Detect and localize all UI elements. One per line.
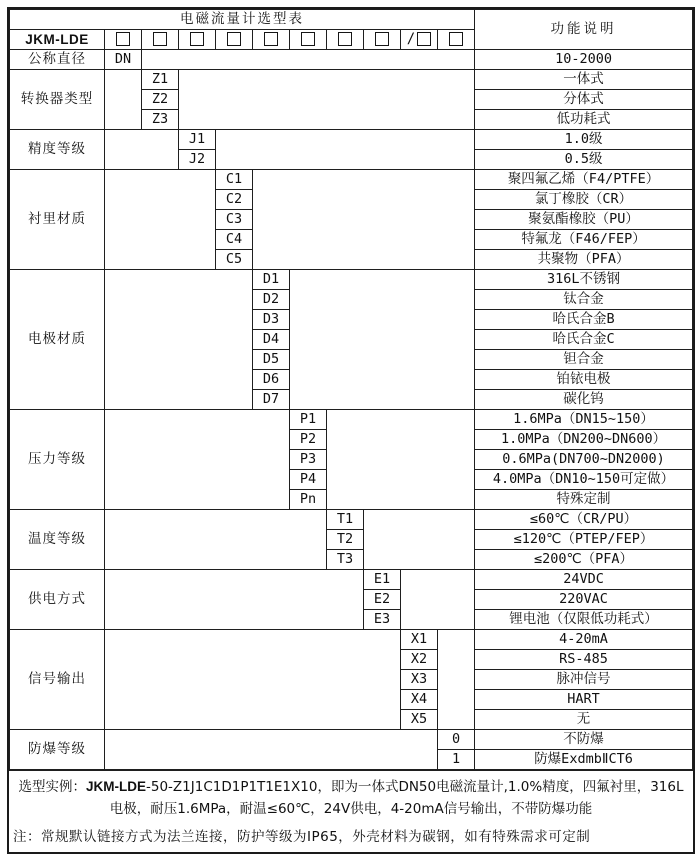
spacer-cell — [105, 170, 216, 270]
checkbox-icon — [116, 32, 130, 46]
option-desc: 316L不锈钢 — [475, 270, 693, 290]
example-text: -50-Z1J1C1D1P1T1E1X10，即为一体式DN50电磁流量计,1.0%精度，四氟衬里，316L电极，耐压1.6MPa，耐温≤60℃，24V供电，4-20mA信号输出，不带防爆功能 — [109, 779, 684, 817]
spacer-cell — [327, 410, 475, 510]
option-code: Z3 — [142, 110, 179, 130]
option-desc: 钽合金 — [475, 350, 693, 370]
checkbox-icon — [301, 32, 315, 46]
option-desc: 碳化钨 — [475, 390, 693, 410]
section-label-converter: 转换器类型 — [10, 70, 105, 130]
option-code: X3 — [401, 670, 438, 690]
option-code: DN — [105, 50, 142, 70]
spacer-cell — [179, 70, 475, 130]
digit-cell-6 — [290, 30, 327, 50]
option-code: P4 — [290, 470, 327, 490]
option-desc: 聚四氟乙烯（F4/PTFE） — [475, 170, 693, 190]
option-code: Z1 — [142, 70, 179, 90]
option-code: X2 — [401, 650, 438, 670]
checkbox-icon — [338, 32, 352, 46]
option-code: C3 — [216, 210, 253, 230]
spacer-cell — [216, 130, 475, 170]
digit-cell-1 — [105, 30, 142, 50]
option-code: T3 — [327, 550, 364, 570]
option-code: P1 — [290, 410, 327, 430]
spacer-cell — [142, 50, 475, 70]
spacer-cell — [438, 630, 475, 730]
option-desc: 特氟龙（F46/FEP） — [475, 230, 693, 250]
option-desc: ≤60℃（CR/PU） — [475, 510, 693, 530]
option-code: C2 — [216, 190, 253, 210]
option-code: Pn — [290, 490, 327, 510]
option-desc: 哈氏合金C — [475, 330, 693, 350]
option-desc: 4-20mA — [475, 630, 693, 650]
option-desc: 4.0MPa（DN10~150可定做） — [475, 470, 693, 490]
option-code: D3 — [253, 310, 290, 330]
option-desc: 0.5级 — [475, 150, 693, 170]
spacer-cell — [105, 270, 253, 410]
option-desc: 一体式 — [475, 70, 693, 90]
option-code: T2 — [327, 530, 364, 550]
option-desc: HART — [475, 690, 693, 710]
spacer-cell — [253, 170, 475, 270]
spacer-cell — [105, 570, 364, 630]
digit-cell-2 — [142, 30, 179, 50]
option-desc: 钛合金 — [475, 290, 693, 310]
option-desc: 共聚物（PFA） — [475, 250, 693, 270]
spacer-cell — [290, 270, 475, 410]
option-desc: 220VAC — [475, 590, 693, 610]
section-label-accuracy: 精度等级 — [10, 130, 105, 170]
section-label-diameter: 公称直径 — [10, 50, 105, 70]
option-code: P3 — [290, 450, 327, 470]
digit-cell-4 — [216, 30, 253, 50]
option-desc: 防爆ExdmbⅡCT6 — [475, 750, 693, 770]
option-code: D4 — [253, 330, 290, 350]
option-desc: 10-2000 — [475, 50, 693, 70]
option-code: D7 — [253, 390, 290, 410]
option-code: E1 — [364, 570, 401, 590]
example-prefix: 选型实例： — [18, 779, 86, 795]
option-code: E2 — [364, 590, 401, 610]
option-desc: 氯丁橡胶（CR） — [475, 190, 693, 210]
option-desc: 哈氏合金B — [475, 310, 693, 330]
option-desc: ≤200℃（PFA） — [475, 550, 693, 570]
spacer-cell — [105, 410, 290, 510]
section-label-pressure: 压力等级 — [10, 410, 105, 510]
option-desc: 无 — [475, 710, 693, 730]
section-label-temperature: 温度等级 — [10, 510, 105, 570]
selection-table — [9, 9, 693, 770]
option-desc: 特殊定制 — [475, 490, 693, 510]
section-label-electrode: 电极材质 — [10, 270, 105, 410]
digit-cell-5 — [253, 30, 290, 50]
option-code: D5 — [253, 350, 290, 370]
slash-separator: / — [406, 31, 416, 48]
spacer-cell — [105, 730, 438, 770]
spacer-cell — [105, 630, 401, 730]
example-model-code: JKM-LDE — [86, 779, 146, 794]
section-label-power: 供电方式 — [10, 570, 105, 630]
option-code: X4 — [401, 690, 438, 710]
option-desc: 24VDC — [475, 570, 693, 590]
option-code: J1 — [179, 130, 216, 150]
option-code: D6 — [253, 370, 290, 390]
option-desc: 分体式 — [475, 90, 693, 110]
option-code: P2 — [290, 430, 327, 450]
section-label-signal: 信号输出 — [10, 630, 105, 730]
digit-cell-10 — [438, 30, 475, 50]
digit-cell-9 — [401, 30, 438, 50]
option-desc: 0.6MPa(DN700~DN2000) — [475, 450, 693, 470]
checkbox-icon — [417, 32, 431, 46]
option-code: Z2 — [142, 90, 179, 110]
option-code: X5 — [401, 710, 438, 730]
option-code: E3 — [364, 610, 401, 630]
selection-table-sheet — [7, 7, 695, 854]
option-desc: 1.6MPa（DN15~150） — [475, 410, 693, 430]
digit-cell-3 — [179, 30, 216, 50]
digit-cell-8 — [364, 30, 401, 50]
option-code: 1 — [438, 750, 475, 770]
spacer-cell — [105, 70, 142, 130]
option-desc: 1.0MPa（DN200~DN600） — [475, 430, 693, 450]
model-code: JKM-LDE — [10, 30, 105, 50]
remark-note: 注：常规默认链接方式为法兰连接，防护等级为IP65，外壳材料为碳钢，如有特殊需求可定制 — [13, 829, 591, 845]
selection-example-note — [13, 776, 689, 820]
spacer-cell — [364, 510, 475, 570]
option-desc: 脉冲信号 — [475, 670, 693, 690]
section-label-lining: 衬里材质 — [10, 170, 105, 270]
option-desc: 不防爆 — [475, 730, 693, 750]
option-desc: 锂电池（仅限低功耗式） — [475, 610, 693, 630]
function-column-header: 功能说明 — [475, 10, 693, 50]
option-code: 0 — [438, 730, 475, 750]
option-code: X1 — [401, 630, 438, 650]
digit-cell-7 — [327, 30, 364, 50]
section-label-explosion: 防爆等级 — [10, 730, 105, 770]
spacer-cell — [105, 510, 327, 570]
spacer-cell — [401, 570, 475, 630]
option-desc: 1.0级 — [475, 130, 693, 150]
option-code: D1 — [253, 270, 290, 290]
option-code: C5 — [216, 250, 253, 270]
checkbox-icon — [190, 32, 204, 46]
checkbox-icon — [264, 32, 278, 46]
checkbox-icon — [153, 32, 167, 46]
option-code: J2 — [179, 150, 216, 170]
option-desc: 低功耗式 — [475, 110, 693, 130]
option-desc: 聚氨酯橡胶（PU） — [475, 210, 693, 230]
option-code: D2 — [253, 290, 290, 310]
table-title: 电磁流量计选型表 — [10, 10, 475, 30]
option-code: C4 — [216, 230, 253, 250]
checkbox-icon — [449, 32, 463, 46]
option-code: T1 — [327, 510, 364, 530]
option-code: C1 — [216, 170, 253, 190]
option-desc: ≤120℃（PTEP/FEP） — [475, 530, 693, 550]
spacer-cell — [105, 130, 179, 170]
checkbox-icon — [375, 32, 389, 46]
checkbox-icon — [227, 32, 241, 46]
notes-area — [9, 770, 693, 852]
option-desc: 铂铱电极 — [475, 370, 693, 390]
option-desc: RS-485 — [475, 650, 693, 670]
